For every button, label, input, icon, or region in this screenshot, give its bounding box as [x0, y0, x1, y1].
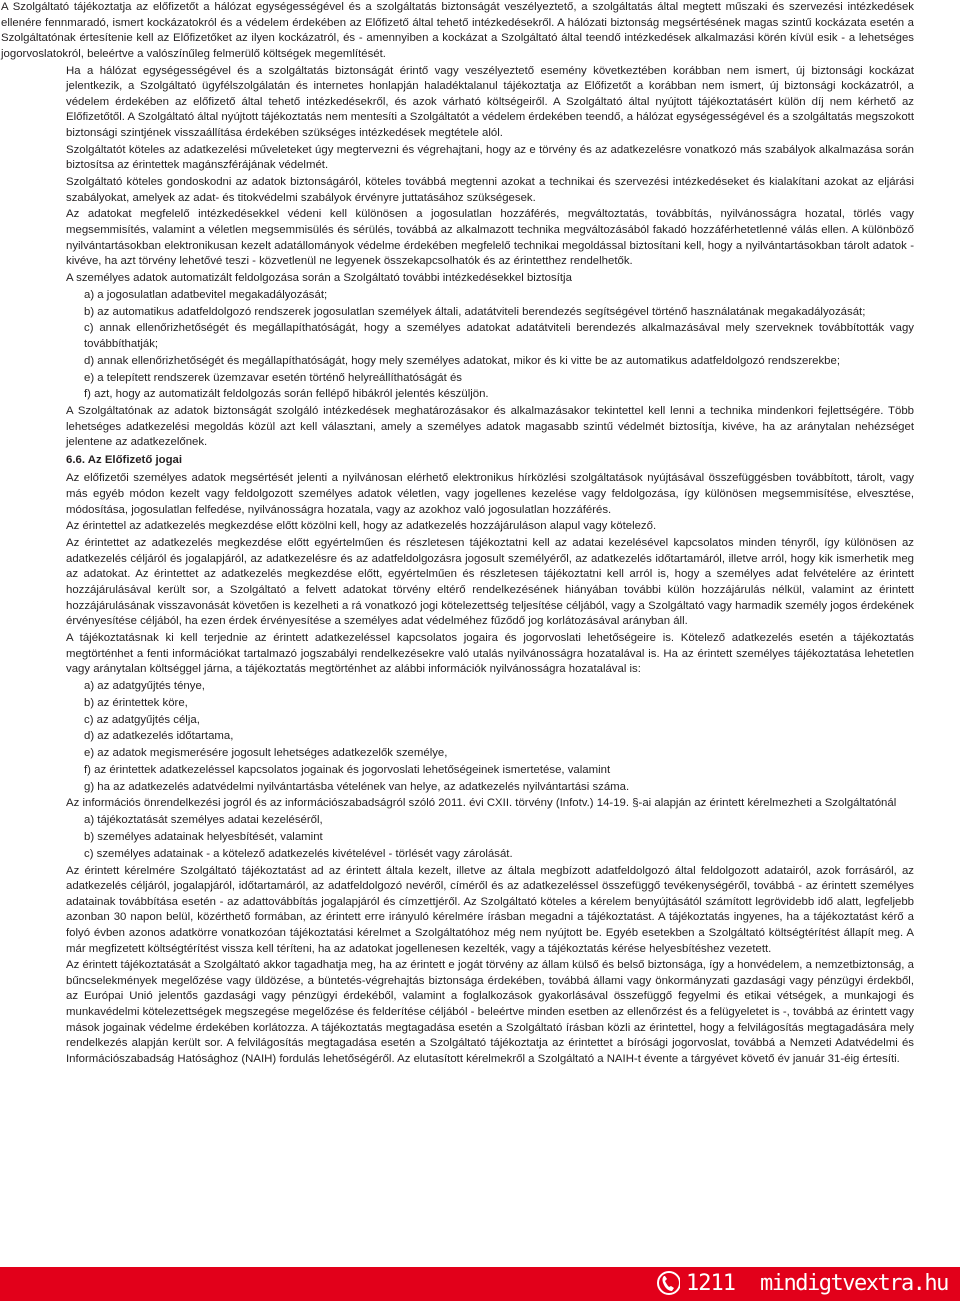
list-item: a) tájékoztatását személyes adatai kezeléséről,: [84, 814, 323, 827]
paragraph: A Szolgáltató tájékoztatja az előfizetőt a hálózat egységességével és a szolgáltatás biztonságát veszélyeztető, a szolgáltatás által megtett műszaki és szervezési intézkedések ellenére fennmaradó, ismert kockázatokról és a védelem érdekében az Előfizető által tehető intézkedésekről. A hálózati biztonság megsértésének magas szintű kockázata esetén a Szolgáltatónak értesítenie kell az Előfizetőket az ilyen kockázatról, és - amennyiben a kockázat a Szolgáltató által teendő intézkedések alkalmazási körén kívül esik - a lehetséges jogorvoslatokról, beleértve a valószínűleg felmerülő költségek megemlítését.: [1, 1, 914, 60]
paragraph: A Szolgáltatónak az adatok biztonságát szolgáló intézkedések meghatározásakor és alkalmazásakor tekintettel kell lenni a technika mindenkori fejlettségére. Több lehetséges adatkezelési megoldás közül azt kell választani, amely a személyes adatok magasabb szintű védelmét biztosítja, kivéve, ha az aránytalan nehézséget jelentene az adatkezelőnek.: [66, 405, 914, 449]
paragraph: Az érintett kérelmére Szolgáltató tájékoztatást ad az érintett általa kezelt, illetve az általa megbízott adatfeldolgozó által feldolgozott adatairól, azok forrásáról, az adatkezelés céljáról, jogalapjáról, időtartamáról, az adatfeldolgozó nevéről, címéről és az adatkezeléssel összefüggő tevékenységéről, továbbá - az érintett személyes adatainak továbbítása esetén - az adattovábbítás jogalapjáról és címzettjéről. Az Szolgáltató köteles a kérelem benyújtásától számított legrövidebb idő alatt, legfeljebb azonban 30 napon belül, közérthető formában, az érintett erre irányuló kérelmére írásban megadni a tájékoztatást. A tájékoztatás ingyenes, ha a tájékoztatást kérő a folyó évben azonos adatkörre vonatkozóan tájékoztatási kérelmet a Szolgáltatóhoz még nem nyújtott be. Egyéb esetekben a Szolgáltató költségtérítést állapít meg. A már megfizetett költségtérítést vissza kell téríteni, ha az adatokat jogellenesen kezelték, vagy a tájékoztatás kérése helyesbítéshez vezetett.: [66, 864, 914, 955]
list-item: b) az automatikus adatfeldolgozó rendszerek jogosulatlan személyek általi, adatátviteli berendezés segítségével történő használatának megakadályozását;: [84, 305, 866, 318]
paragraph: Az adatokat megfelelő intézkedésekkel védeni kell különösen a jogosulatlan hozzáférés, megváltoztatás, továbbítás, nyilvánosságra hozatal, törlés vagy megsemmisítés, valamint a véletlen megsemmisülés és sérülés, továbbá az alkalmazott technika megváltozásából fakadó hozzáférhetetlenné válás ellen. A különböző nyilvántartásokban elektronikusan kezelt adatállományok védelme érdekében megfelelő technikai megoldással biztosítani kell, hogy a nyilvántartásokban tárolt adatok - kivéve, ha azt törvény lehetővé teszi - közvetlenül ne legyenek összekapcsolhatók és az érintetthez rendelhetők.: [66, 208, 914, 268]
list-item: b) az érintettek köre,: [84, 696, 188, 709]
list-item: f) azt, hogy az automatizált feldolgozás során fellépő hibákról jelentés készüljön.: [84, 388, 489, 401]
document-body: [1, 0, 914, 1069]
list-item: c) az adatgyűjtés célja,: [84, 713, 200, 726]
list-item: c) annak ellenőrizhetőségét és megállapíthatóságát, hogy a személyes adatokat adatátviteli berendezés alkalmazásával mely szerveknek továbbították vagy továbbíthatják;: [84, 322, 914, 350]
enumerated-list: [66, 288, 914, 403]
paragraph: Az érintett tájékoztatását a Szolgáltató akkor tagadhatja meg, ha az érintett e jogát törvény az állam külső és belső biztonsága, így a honvédelem, a nemzetbiztonság, a bűncselekmények megelőzése vagy üldözése, a büntetés-végrehajtás biztonsága érdekében, továbbá állami vagy önkormányzati gazdasági vagy pénzügyi érdekből, az Európai Unió jelentős gazdasági vagy pénzügyi érdekéből, valamint a foglalkozások gyakorlásával összefüggő fegyelmi és etikai vétségek, a munkajogi és munkavédelmi kötelezettségek megszegése megelőzése és felderítése céljából - beleértve minden esetben az ellenőrzést és a felügyeletet is -, továbbá az érintett vagy mások jogainak védelme érdekében korlátozza. A tájékoztatás megtagadása esetén a Szolgáltató írásban közli az érintettel, hogy a felvilágosítás megtagadására mely rendelkezés alapján került sor. A felvilágosítás megtagadása esetén a Szolgáltató tájékoztatja az érintettet a bírósági jogorvoslat, továbbá a Nemzeti Adatvédelmi és Információszabadság Hatósághoz (NAIH) fordulás lehetőségéről. Az elutasított kérelmekről a Szolgáltató a NAIH-t évente a tárgyévet követő év január 31-éig értesíti.: [66, 959, 914, 1065]
paragraph: Szolgáltatót köteles az adatkezelési műveleteket úgy megtervezni és végrehajtani, hogy az e törvény és az adatkezelésre vonatkozó más szabályok alkalmazása során biztosítsa az érintettek magánszférájának védelmét.: [66, 143, 914, 172]
footer-website-link[interactable]: mindigtvextra.hu: [760, 1271, 948, 1296]
paragraph: Ha a hálózat egységességével és a szolgáltatás biztonságát érintő vagy veszélyeztető esemény következtében korábban nem ismert, új biztonsági kockázat jelentkezik, a Szolgáltató ügyfélszolgálatán és internetes honlapján haladéktalanul tájékoztatja az Előfizetőt a korábban nem ismert, új biztonsági kockázatról, a védelem érdekében az előfizető által tehető intézkedésekről, és azok várható költségeiről. A Szolgáltató által nyújtott tájékoztatásért külön díj nem kérhető az Előfizetőtől. A Szolgáltató által nyújtott tájékoztatás nem mentesíti a Szolgáltatót a védelem érdekében teendő, a hálózat egységességével és a szolgáltatás megszokott biztonsági szintjének visszaállítása érdekében szükséges intézkedések megtétele alól.: [66, 64, 914, 139]
list-item: e) a telepített rendszerek üzemzavar esetén történő helyreállíthatóságát és: [84, 371, 463, 384]
paragraph: Szolgáltató köteles gondoskodni az adatok biztonságáról, köteles továbbá megtenni azokat a technikai és szervezési intézkedéseket és kialakítani azokat az eljárási szabályokat, amelyek az adat- és titokvédelmi szabályok érvényre juttatásához szükségesek.: [66, 176, 914, 204]
list-item: e) az adatok megismerésére jogosult lehetséges adatkezelők személye,: [84, 747, 448, 760]
paragraph: A tájékoztatásnak ki kell terjednie az érintett adatkezeléssel kapcsolatos jogaira és jogorvoslati lehetőségeire is. Kötelező adatkezelés esetén a tájékoztatás megtörténhet a fenti információkat tartalmazó jogszabályi rendelkezésekre való utalás nyilvánosságra hozatalával is. Ha az érintett személyes tájékoztatása lehetetlen vagy aránytalan költséggel járna, a tájékoztatás megtörténhet az alábbi információk nyilvánosságra hozatalával is:: [66, 631, 914, 676]
list-item: d) annak ellenőrizhetőségét és megállapíthatóságát, hogy mely személyes adatokat, mikor és ki vitte be az automatikus adatfeldolgozó rendszerekbe;: [84, 354, 841, 367]
phone-handset-icon: [656, 1270, 680, 1296]
list-item: a) az adatgyűjtés ténye,: [84, 679, 205, 692]
enumerated-list: [66, 813, 914, 862]
footer-bar: [0, 1267, 960, 1301]
paragraph: Az előfizetői személyes adatok megsértését jelenti a nyilvánosan elérhető elektronikus hírközlési szolgáltatások nyújtásával összefüggésben továbbított, tárolt, vagy más egyéb módon kezelt vagy feldolgozott személyes adatok véletlen, vagy jogellenes kezelése vagy feldolgozása, így különösen megsemmisítése, elvesztése, módosítása, jogosulatlan felfedése, nyilvánosságra hozatala, vagy az azokhoz való jogosulatlan hozzáférés.: [66, 472, 914, 516]
section-heading: 6.6. Az Előfizető jogai: [66, 453, 183, 466]
list-item: g) ha az adatkezelés adatvédelmi nyilvántartásba vételének van helye, az adatkezelés nyilvántartási száma.: [84, 780, 630, 793]
enumerated-list: [66, 679, 914, 795]
footer-phone-number: 1211: [686, 1271, 735, 1296]
paragraph: Az érintettel az adatkezelés megkezdése előtt közölni kell, hogy az adatkezelés hozzájáruláson alapul vagy kötelező.: [66, 520, 657, 533]
paragraph: Az információs önrendelkezési jogról és az információszabadságról szóló 2011. évi CXII. törvény (Infotv.) 14-19. §-ai alapján az érintett kérelmezheti a Szolgáltatónál: [66, 797, 897, 810]
list-item: b) személyes adatainak helyesbítését, valamint: [84, 830, 323, 843]
list-item: f) az érintettek adatkezeléssel kapcsolatos jogainak és jogorvoslati lehetőségeinek ismertetése, valamint: [84, 763, 611, 776]
paragraph: Az érintettet az adatkezelés megkezdése előtt egyértelműen és részletesen tájékoztatni kell az adatai kezelésével kapcsolatos minden tényről, így különösen az adatkezelés céljáról és jogalapjáról, az adatkezelésre és az adatfeldolgozásra jogosult személyéről, az adatkezelés időtartamáról, illetve arról, hogy kik ismerhetik meg az adatokat. Az érintettet az adatkezelés megkezdése előtt, egyértelműen és részletesen tájékoztatni kell arról is, hogy a személyes adat felvételére az érintett hozzájárulásával került sor, a Szolgáltató a felvett adatokat törvény eltérő rendelkezésének hiányában további külön hozzájárulás nélkül, valamint az érintett hozzájárulásának visszavonását követően is kezelheti a rá vonatkozó jogi kötelezettség teljesítése céljából, vagy a Szolgáltató vagy harmadik személy jogos érdekének érvényesítése céljából, ha ezen érdek érvényesítése a személyes adat védelméhez fűződő jog korlátozásával arányban áll.: [66, 537, 914, 628]
list-item: c) személyes adatainak - a kötelező adatkezelés kivételével - törlését vagy zárolását.: [84, 847, 513, 860]
list-item: a) a jogosulatlan adatbevitel megakadályozását;: [84, 288, 328, 301]
list-item: d) az adatkezelés időtartama,: [84, 730, 234, 743]
paragraph: A személyes adatok automatizált feldolgozása során a Szolgáltató további intézkedésekkel biztosítja: [66, 272, 572, 285]
